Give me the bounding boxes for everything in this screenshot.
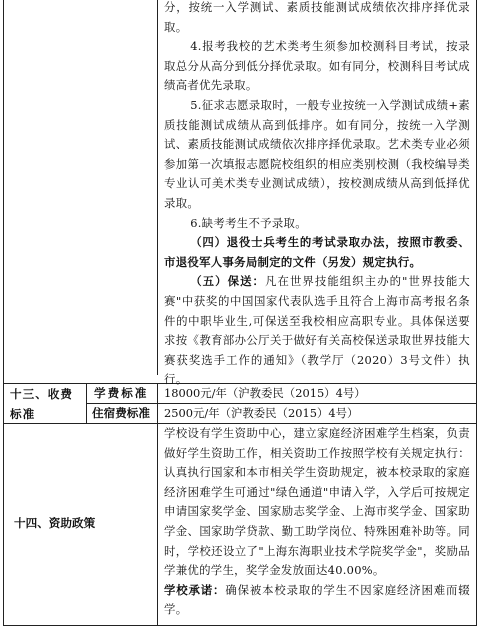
aid-pledge-paragraph [164,581,470,620]
column-rule [86,384,87,424]
aid-policy-text [164,424,470,620]
guarantee-text: 凡在世界技能组织主办的"世界技能大赛"中获奖的中国国家代表队选手且符合上海市高考报名条件的中职毕业生,可保送至我校相应高职专业。具体保送要求按《教育部办公厅关于做好有关高校保送录取世界技能大赛获奖选手工作的通知》（教学厅（2020）3号文件）执行。 [164,274,470,387]
guarantee-paragraph [164,272,470,390]
lodging-value: 2500元/年（沪教委民（2015）4号） [164,406,359,420]
rule-paragraph: 分，按统一入学测试、素质技能测试成绩依次排序择优录取。 [164,0,470,34]
tuition-value: 18000元/年（沪教委民（2015）4号） [164,386,366,400]
pledge-label: 学校承诺： [164,582,226,597]
column-rule [157,384,158,625]
fees-section-title: 十三、收费标准 [10,387,73,421]
veteran-rule-paragraph: （四）退役士兵考生的考试录取办法，按照市教委、市退役军人事务局制定的文件（另发）规定执行。 [164,235,470,269]
aid-paragraph: 学校设有学生资助中心，建立家庭经济困难学生档案，负责做好学生资助工作，相关资助工作按照学校有关规定执行：认真执行国家和本市相关学生资助规定，被本校录取的家庭经济困难学生可通过"绿色通道"申请入学，入学后可按规定申请国家奖学金、国家励志奖学金、上海市奖学金、国家助学金、国家助学贷款、勤工助学岗位、特殊困难补助等。同时，学校还设立了"上海东海职业技术学院奖学金"，奖励品学兼优的学生，奖学金发放面达40.00%。 [164,426,470,578]
column-rule [157,0,158,375]
guarantee-label: （五）保送： [190,274,266,289]
rule-paragraph: 6.缺考考生不予录取。 [190,215,307,230]
rule-paragraph: 4.报考我校的艺术类考生须参加校测科目考试，按录取总分从高分到低分择优录取。如有同分，校测科目考试成绩高者优先录取。 [164,39,470,93]
aid-section-title: 十四、资助政策 [14,516,96,530]
document-table [3,0,477,626]
pledge-text: 确保被本校录取的学生不因家庭经济困难而辍学。 [164,582,470,617]
admission-rules-text [164,0,470,390]
tuition-label: 学费标准 [94,386,149,400]
rule-paragraph: 5.征求志愿录取时，一般专业按统一入学测试成绩+素质技能测试成绩从高到低排序。如有同分，按统一入学测试、素质技能测试成绩依次排序择优录取。艺术类专业必须参加第一次填报志愿院校组织的相应类别校测（我校编导类专业认可美术类专业测试成绩），按校测成绩从高到低择优录取。 [164,97,470,210]
lodging-label: 住宿费标准 [92,406,150,420]
